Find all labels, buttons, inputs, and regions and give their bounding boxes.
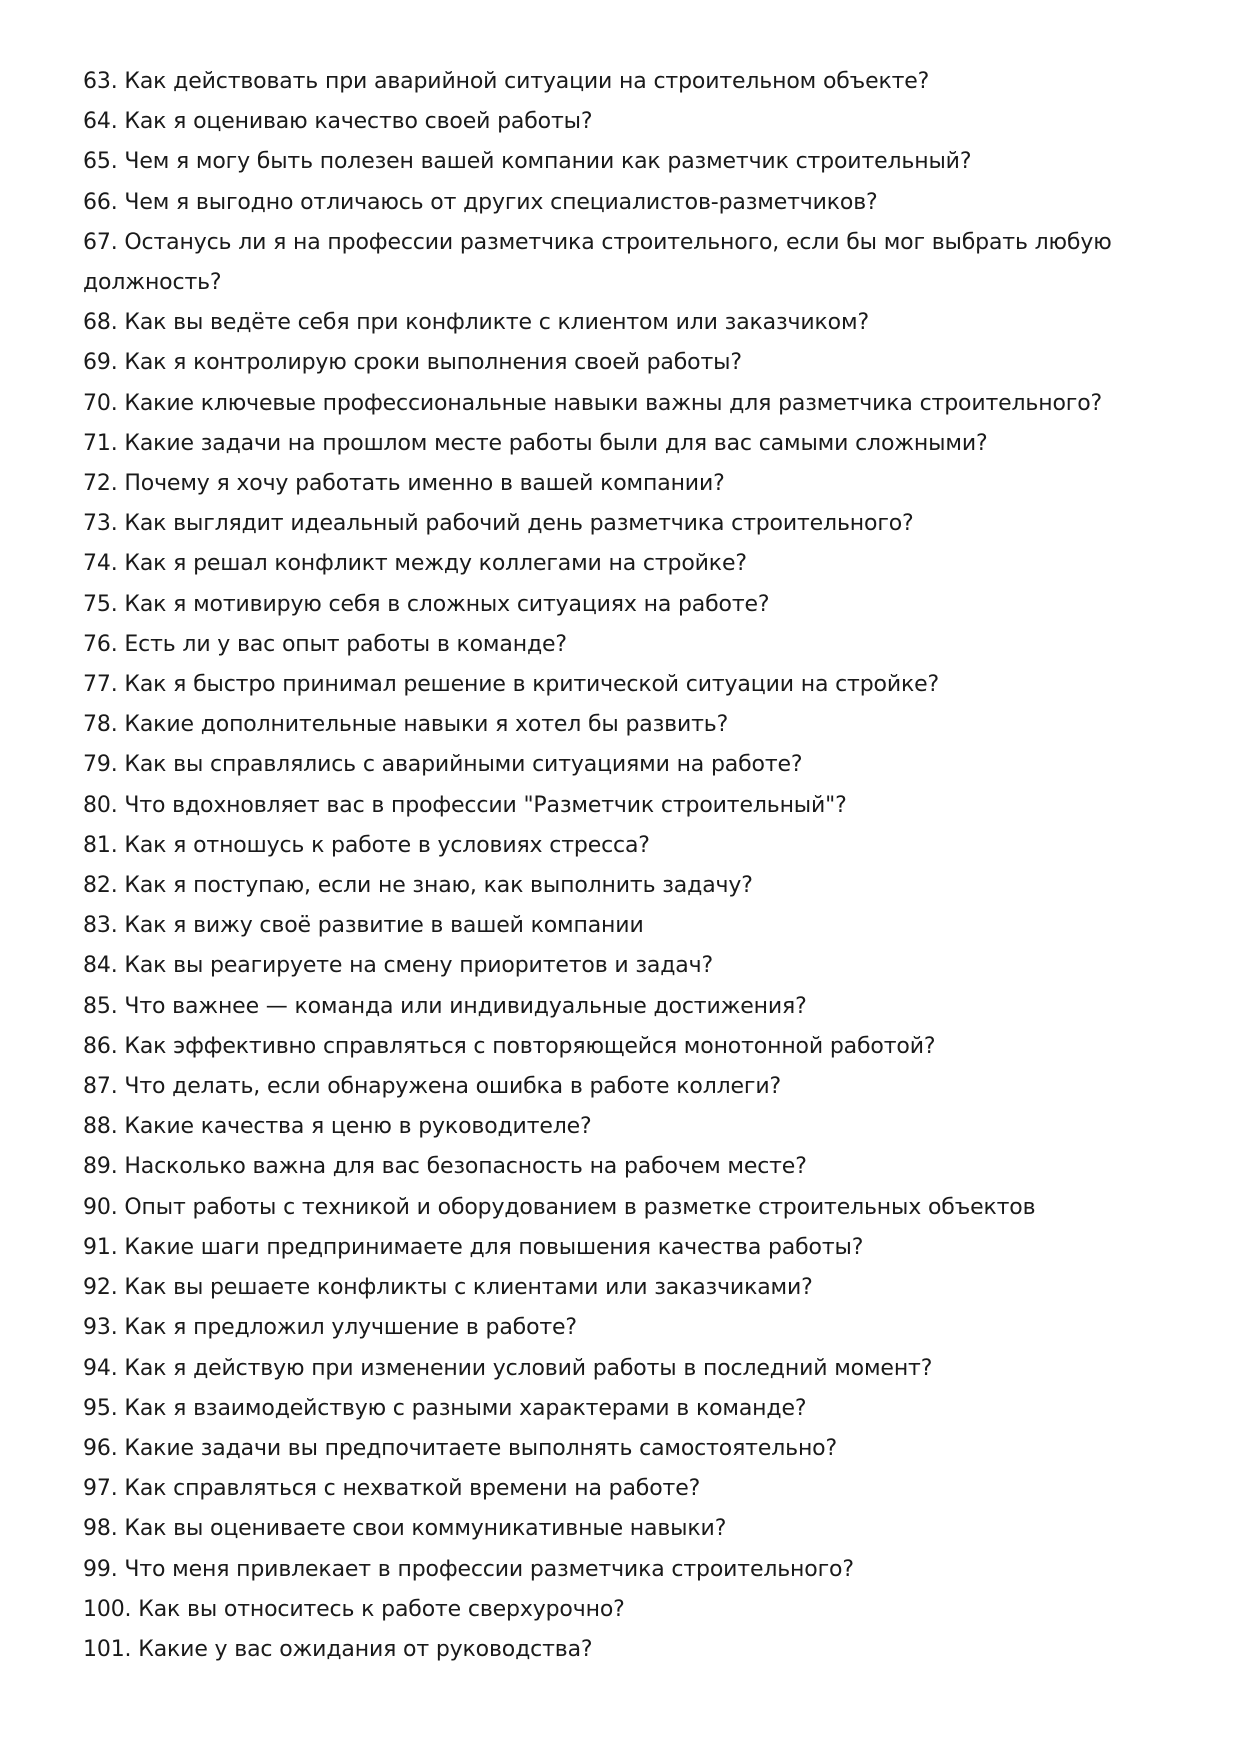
question-item: 100. Как вы относитесь к работе сверхурочно?: [83, 1596, 625, 1622]
question-item: 72. Почему я хочу работать именно в вашей компании?: [83, 471, 725, 497]
question-item: 79. Как вы справлялись с аварийными ситуациями на работе?: [83, 752, 803, 778]
question-item: 84. Как вы реагируете на смену приоритетов и задач?: [83, 953, 714, 979]
question-item: 97. Как справляться с нехваткой времени на работе?: [83, 1476, 701, 1502]
question-item: 66. Чем я выгодно отличаюсь от других специалистов-разметчиков?: [83, 189, 878, 215]
question-item: 71. Какие задачи на прошлом месте работы были для вас самыми сложными?: [83, 430, 988, 456]
question-item: 88. Какие качества я ценю в руководителе?: [83, 1114, 592, 1140]
question-item: 65. Чем я могу быть полезен вашей компании как разметчик строительный?: [83, 149, 972, 175]
question-item: 101. Какие у вас ожидания от руководства?: [83, 1636, 593, 1662]
question-item: 69. Как я контролирую сроки выполнения своей работы?: [83, 350, 742, 376]
question-item: 94. Как я действую при изменении условий работы в последний момент?: [83, 1355, 933, 1381]
question-item: 68. Как вы ведёте себя при конфликте с клиентом или заказчиком?: [83, 310, 869, 336]
question-item: 86. Как эффективно справляться с повторяющейся монотонной работой?: [83, 1033, 936, 1059]
question-item: 77. Как я быстро принимал решение в критической ситуации на стройке?: [83, 672, 940, 698]
question-item: 92. Как вы решаете конфликты с клиентами или заказчиками?: [83, 1275, 813, 1301]
question-item: 81. Как я отношусь к работе в условиях стресса?: [83, 832, 650, 858]
question-item: 63. Как действовать при аварийной ситуации на строительном объекте?: [83, 69, 930, 94]
question-item: 75. Как я мотивирую себя в сложных ситуациях на работе?: [83, 591, 770, 617]
question-item: 76. Есть ли у вас опыт работы в команде?: [83, 631, 567, 657]
question-item: 82. Как я поступаю, если не знаю, как выполнить задачу?: [83, 873, 753, 899]
question-item: 87. Что делать, если обнаружена ошибка в работе коллеги?: [83, 1074, 781, 1100]
question-item: 89. Насколько важна для вас безопасность на рабочем месте?: [83, 1154, 807, 1180]
question-item: 80. Что вдохновляет вас в профессии "Разметчик строительный"?: [83, 792, 847, 818]
question-item: 70. Какие ключевые профессиональные навыки важны для разметчика строительного?: [83, 390, 1103, 416]
question-item: 99. Что меня привлекает в профессии разметчика строительного?: [83, 1556, 854, 1582]
question-item: 83. Как я вижу своё развитие в вашей компании: [83, 913, 644, 939]
question-item: 67. Останусь ли я на профессии разметчика строительного, если бы мог выбрать любую должность?: [83, 229, 1112, 296]
document-page: [83, 62, 1163, 1670]
question-item: 91. Какие шаги предпринимаете для повышения качества работы?: [83, 1234, 864, 1260]
question-item: 74. Как я решал конфликт между коллегами на стройке?: [83, 551, 747, 577]
question-item: 78. Какие дополнительные навыки я хотел бы развить?: [83, 712, 729, 738]
question-item: 64. Как я оцениваю качество своей работы?: [83, 109, 593, 135]
question-item: 95. Как я взаимодействую с разными характерами в команде?: [83, 1395, 807, 1421]
question-item: 90. Опыт работы с техникой и оборудованием в разметке строительных объектов: [83, 1194, 1036, 1220]
question-item: 85. Что важнее — команда или индивидуальные достижения?: [83, 993, 807, 1019]
question-item: 93. Как я предложил улучшение в работе?: [83, 1315, 577, 1341]
question-item: 96. Какие задачи вы предпочитаете выполнять самостоятельно?: [83, 1435, 838, 1461]
question-item: 98. Как вы оцениваете свои коммуникативные навыки?: [83, 1516, 727, 1542]
question-item: 73. Как выглядит идеальный рабочий день разметчика строительного?: [83, 511, 914, 537]
